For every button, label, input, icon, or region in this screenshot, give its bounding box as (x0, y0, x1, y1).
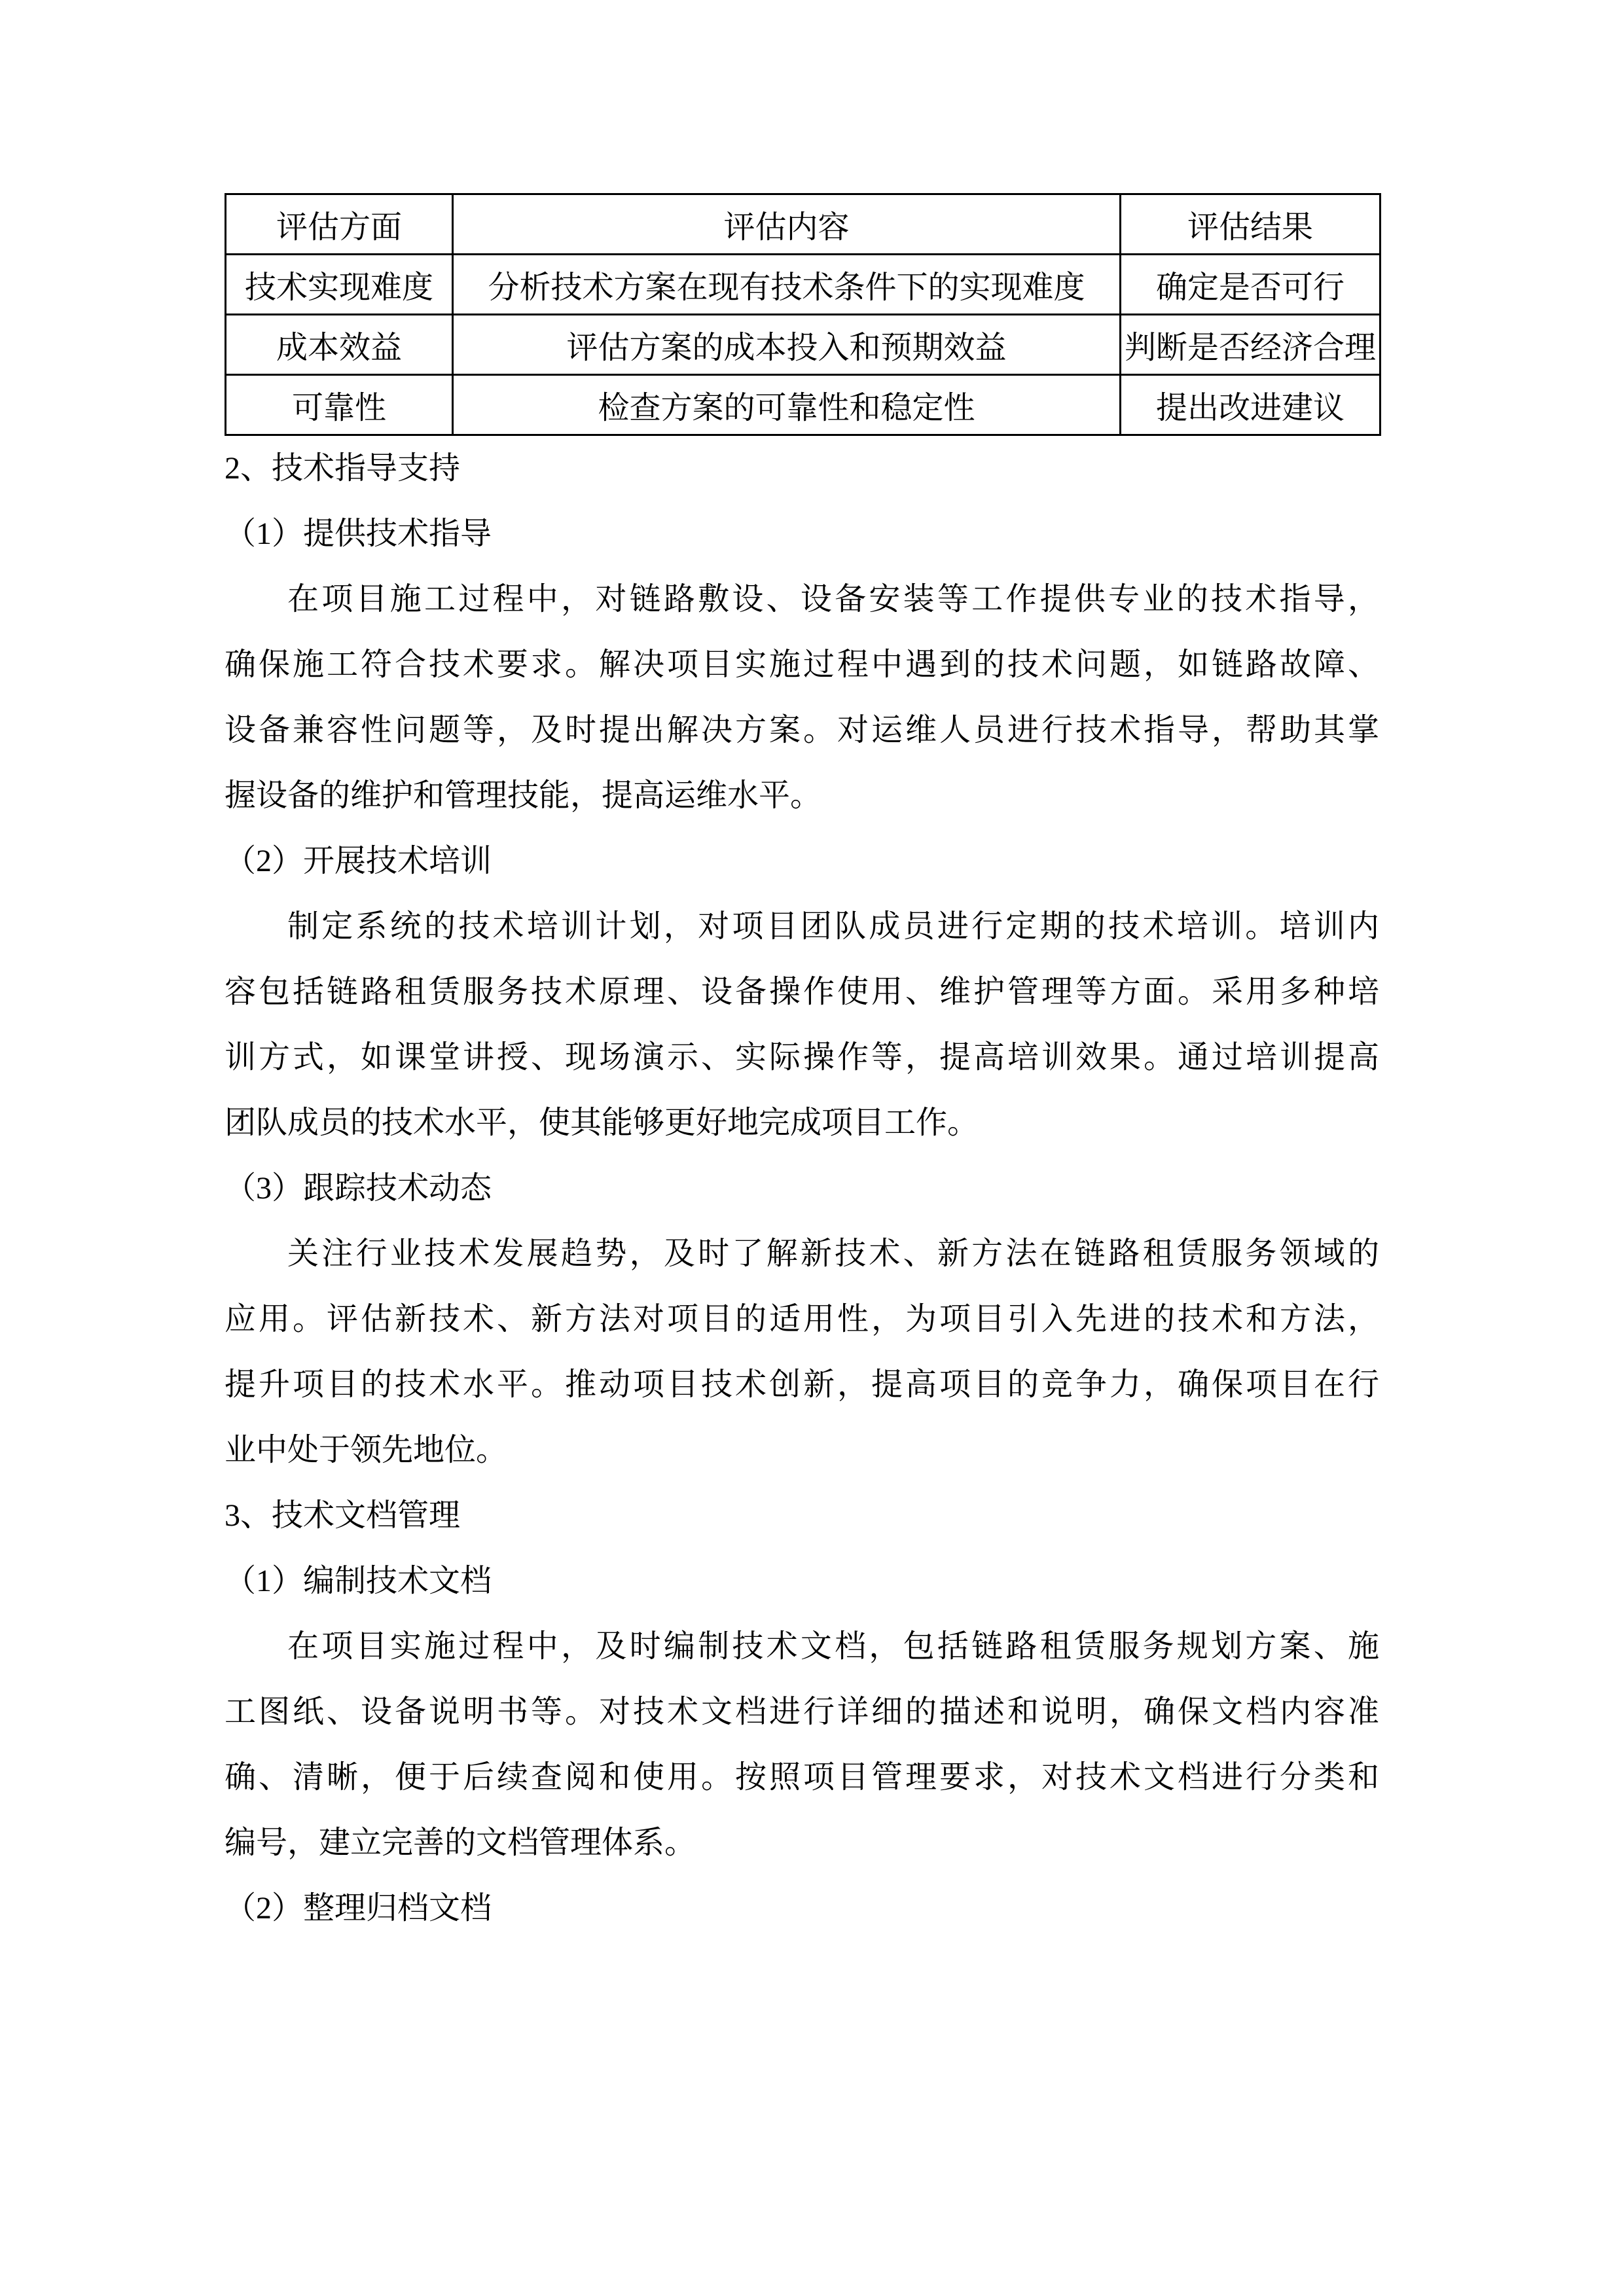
table-cell: 提出改进建议 (1121, 375, 1380, 435)
section-heading: 3、技术文档管理 (225, 1498, 461, 1533)
section-heading: （2）开展技术培训 (225, 844, 492, 878)
table-cell: 技术实现难度 (226, 255, 453, 315)
paragraph (225, 894, 1379, 1156)
table-header-cell: 评估结果 (1121, 194, 1380, 255)
paragraph-line: 应用。评估新技术、新方法对项目的适用性，为项目引入先进的技术和方法， (225, 1302, 1379, 1336)
section-heading: （2）整理归档文档 (225, 1891, 492, 1926)
paragraph-line: 工图纸、设备说明书等。对技术文档进行详细的描述和说明，确保文档内容准 (225, 1695, 1379, 1729)
paragraph-line: 制定系统的技术培训计划，对项目团队成员进行定期的技术培训。培训内 (287, 909, 1379, 944)
table-cell: 评估方案的成本投入和预期效益 (453, 315, 1121, 375)
document-content (225, 193, 1379, 1941)
evaluation-table (225, 193, 1381, 436)
paragraph-line: 确保施工符合技术要求。解决项目实施过程中遇到的技术问题，如链路故障、 (225, 647, 1379, 682)
table-cell: 确定是否可行 (1121, 255, 1380, 315)
section-heading: 2、技术指导支持 (225, 451, 461, 486)
paragraph-line: 提升项目的技术水平。推动项目技术创新，提高项目的竞争力，确保项目在行 (225, 1367, 1379, 1402)
table-header-cell: 评估内容 (453, 194, 1121, 255)
paragraph-line: 在项目施工过程中，对链路敷设、设备安装等工作提供专业的技术指导， (287, 582, 1379, 617)
paragraph-line: 确、清晰，便于后续查阅和使用。按照项目管理要求，对技术文档进行分类和 (225, 1760, 1379, 1795)
table-cell: 判断是否经济合理 (1121, 315, 1380, 375)
section-heading: （3）跟踪技术动态 (225, 1171, 492, 1206)
table-header-cell: 评估方面 (226, 194, 453, 255)
section-heading: （1）提供技术指导 (225, 516, 492, 551)
table-row (226, 255, 1380, 315)
paragraph (225, 567, 1379, 829)
paragraph (225, 1221, 1379, 1483)
table-cell: 可靠性 (226, 375, 453, 435)
paragraph-line: 编号，建立完善的文档管理体系。 (225, 1825, 696, 1860)
paragraph-line: 设备兼容性问题等，及时提出解决方案。对运维人员进行技术指导，帮助其掌 (225, 713, 1379, 747)
paragraph-line: 容包括链路租赁服务技术原理、设备操作使用、维护管理等方面。采用多种培 (225, 975, 1379, 1009)
paragraph-line: 握设备的维护和管理技能，提高运维水平。 (225, 778, 822, 813)
paragraph (225, 1614, 1379, 1876)
section-heading: （1）编制技术文档 (225, 1564, 492, 1598)
table-cell: 检查方案的可靠性和稳定性 (453, 375, 1121, 435)
paragraph-line: 业中处于领先地位。 (225, 1433, 508, 1467)
table-cell: 分析技术方案在现有技术条件下的实现难度 (453, 255, 1121, 315)
table-cell: 成本效益 (226, 315, 453, 375)
table-header-row (226, 194, 1380, 255)
paragraph-line: 训方式，如课堂讲授、现场演示、实际操作等，提高培训效果。通过培训提高 (225, 1040, 1379, 1075)
table-row (226, 315, 1380, 375)
paragraph-line: 关注行业技术发展趋势，及时了解新技术、新方法在链路租赁服务领域的 (287, 1236, 1379, 1271)
paragraph-line: 在项目实施过程中，及时编制技术文档，包括链路租赁服务规划方案、施 (287, 1629, 1379, 1664)
table-row (226, 375, 1380, 435)
paragraph-line: 团队成员的技术水平，使其能够更好地完成项目工作。 (225, 1105, 979, 1140)
